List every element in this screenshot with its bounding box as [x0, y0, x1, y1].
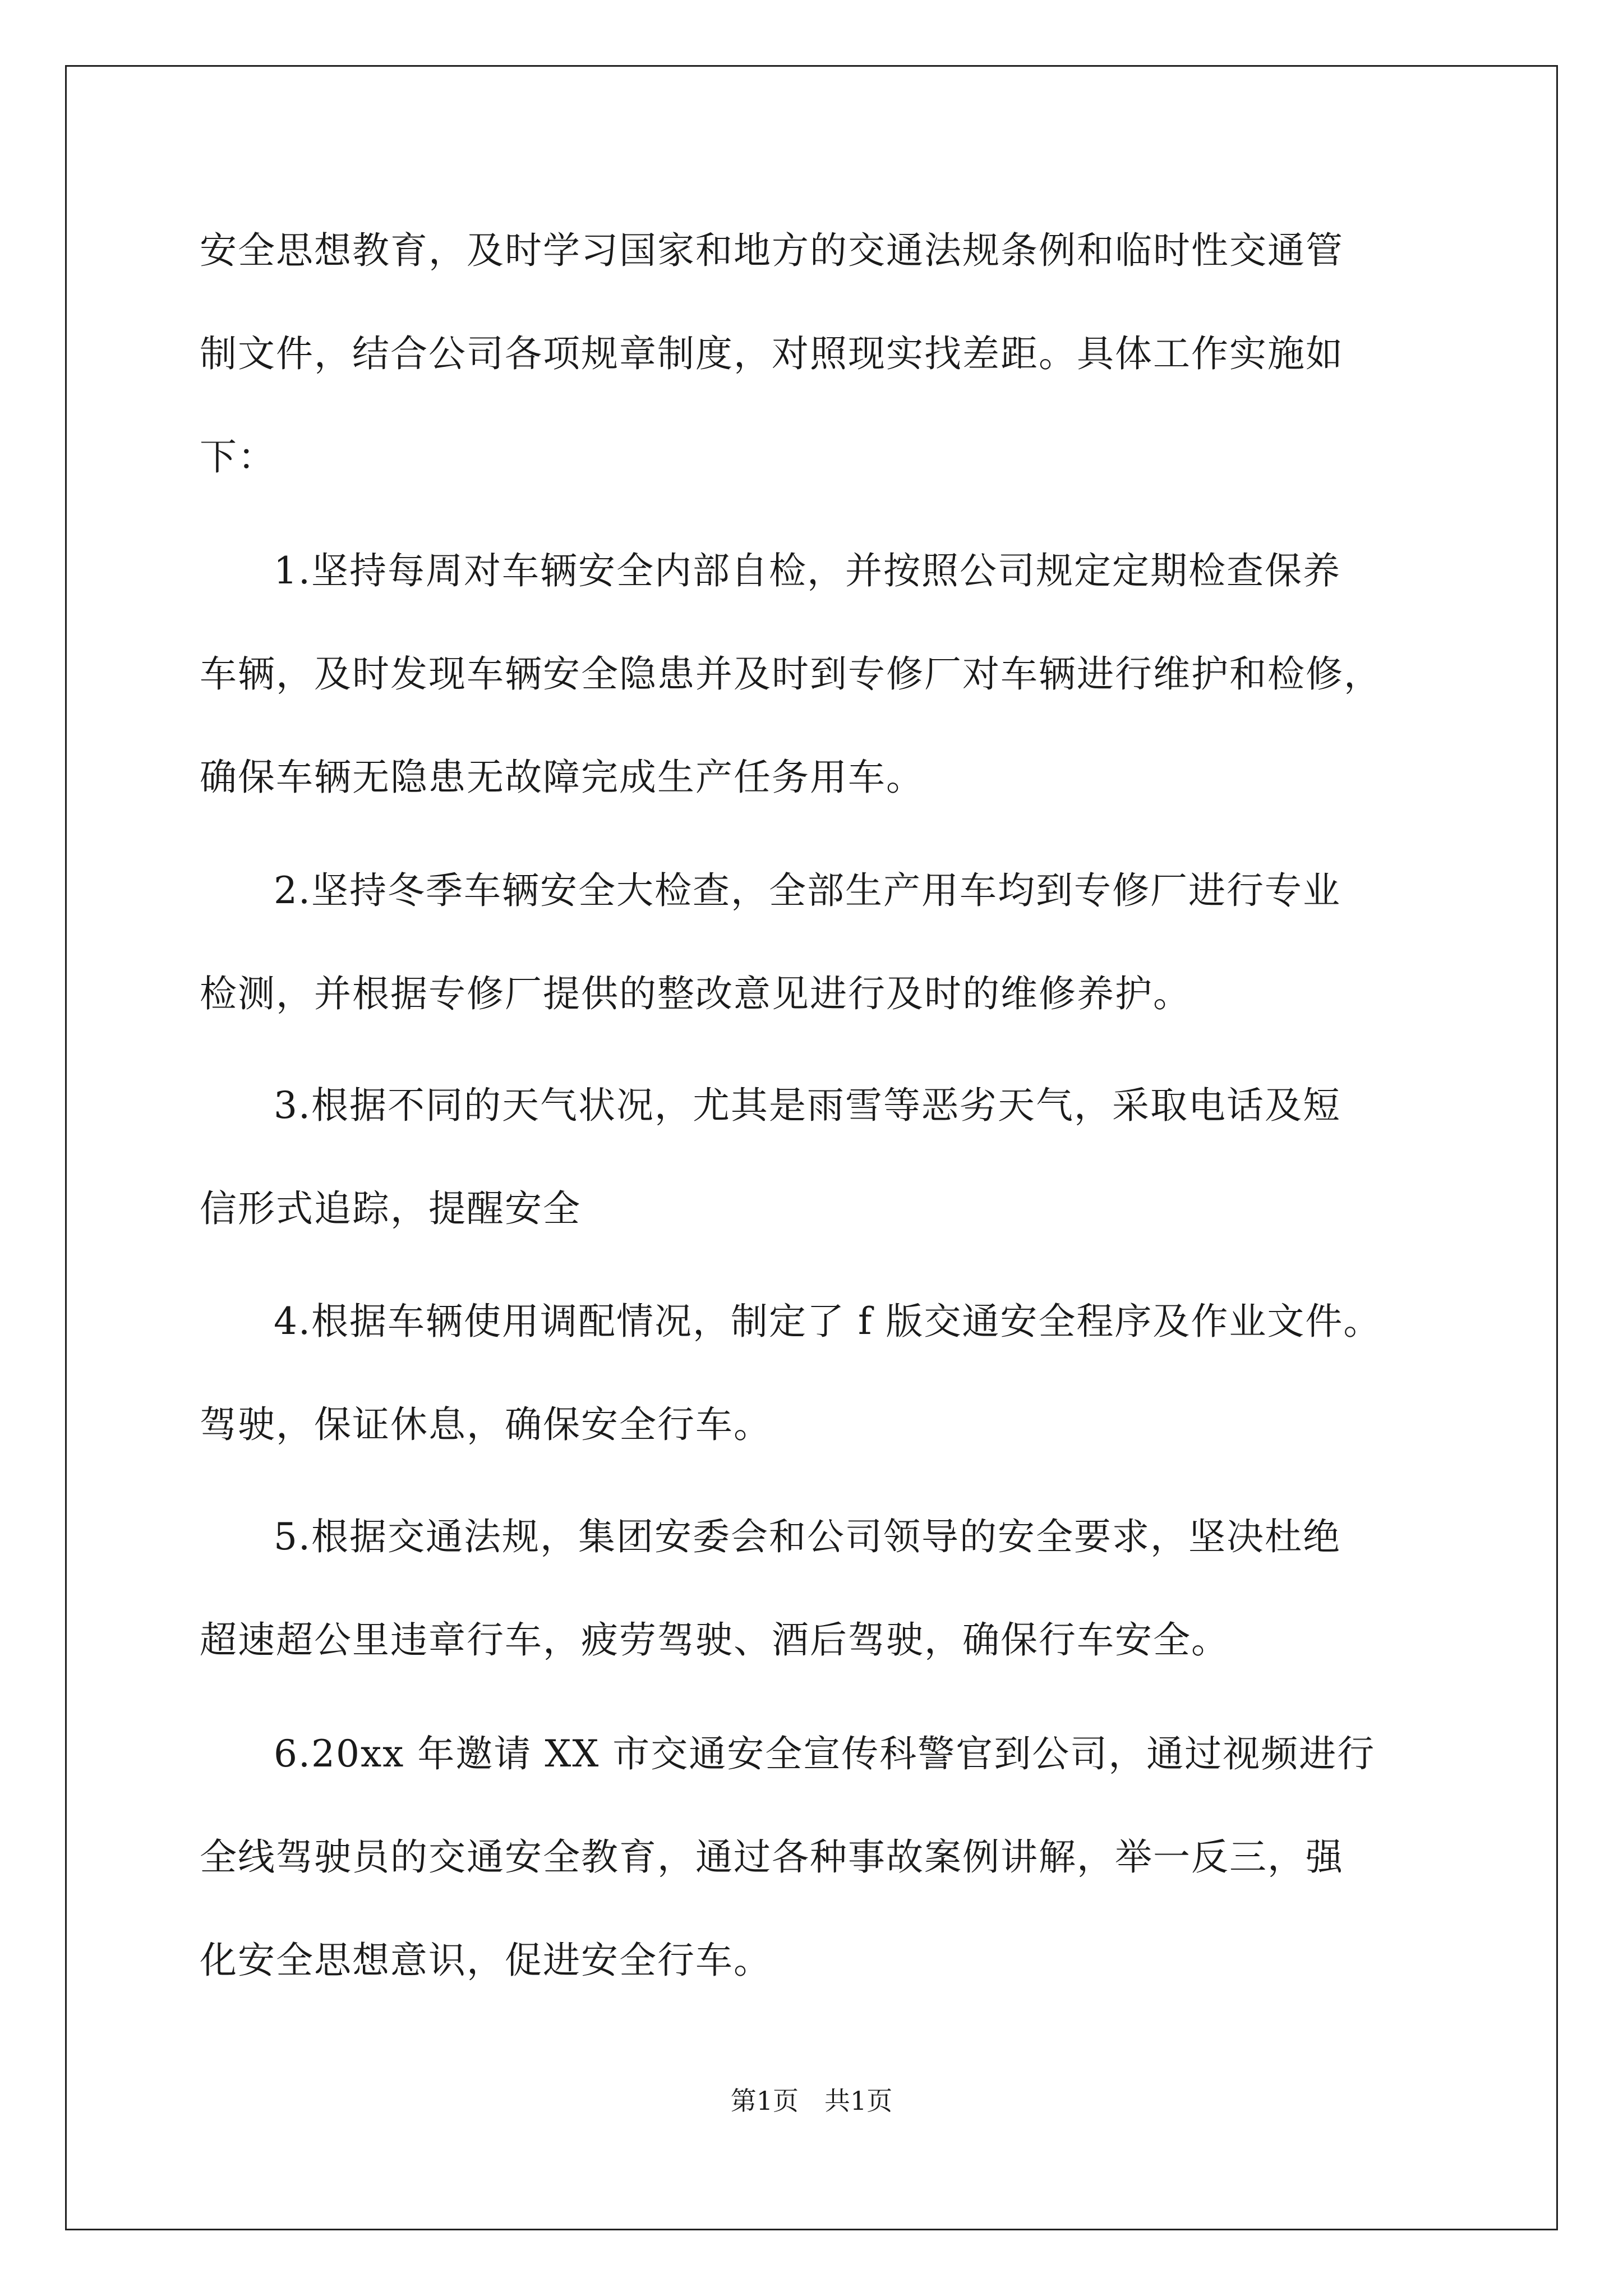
page-frame — [65, 65, 1558, 2230]
item-1-line: 确保车辆无隐患无故障完成生产任务用车。 — [200, 756, 924, 799]
item-1-line: 1.坚持每周对车辆安全内部自检，并按照公司规定定期检查保养 — [274, 549, 1341, 592]
item-3-line: 3.根据不同的天气状况，尤其是雨雪等恶劣天气，采取电话及短 — [274, 1084, 1341, 1127]
intro-line: 安全思想教育，及时学习国家和地方的交通法规条例和临时性交通管 — [200, 229, 1344, 272]
page-number-footer: 第1页 共1页 — [730, 2086, 893, 2116]
item-6-line: 全线驾驶员的交通安全教育，通过各种事故案例讲解，举一反三，强 — [200, 1835, 1344, 1879]
item-2-line: 2.坚持冬季车辆安全大检查，全部生产用车均到专修厂进行专业 — [274, 869, 1341, 912]
item-4-line: 4.根据车辆使用调配情况，制定了 f 版交通安全程序及作业文件。 — [274, 1300, 1382, 1343]
item-1-line: 车辆，及时发现车辆安全隐患并及时到专修厂对车辆进行维护和检修， — [200, 652, 1382, 696]
intro-line: 下： — [200, 435, 276, 478]
item-3-line: 信形式追踪，提醒安全 — [200, 1187, 581, 1230]
item-5-line: 5.根据交通法规，集团安委会和公司领导的安全要求，坚决杜绝 — [274, 1515, 1341, 1558]
item-5-line: 超速超公里违章行车，疲劳驾驶、酒后驾驶，确保行车安全。 — [200, 1618, 1229, 1662]
item-2-line: 检测，并根据专修厂提供的整改意见进行及时的维修养护。 — [200, 972, 1191, 1015]
item-6-line: 化安全思想意识，促进安全行车。 — [200, 1939, 772, 1982]
item-6-line: 6.20xx 年邀请 XX 市交通安全宣传科警官到公司，通过视频进行 — [274, 1732, 1376, 1775]
intro-line: 制文件，结合公司各项规章制度，对照现实找差距。具体工作实施如 — [200, 332, 1344, 375]
item-4-line: 驾驶，保证休息，确保安全行车。 — [200, 1403, 772, 1446]
